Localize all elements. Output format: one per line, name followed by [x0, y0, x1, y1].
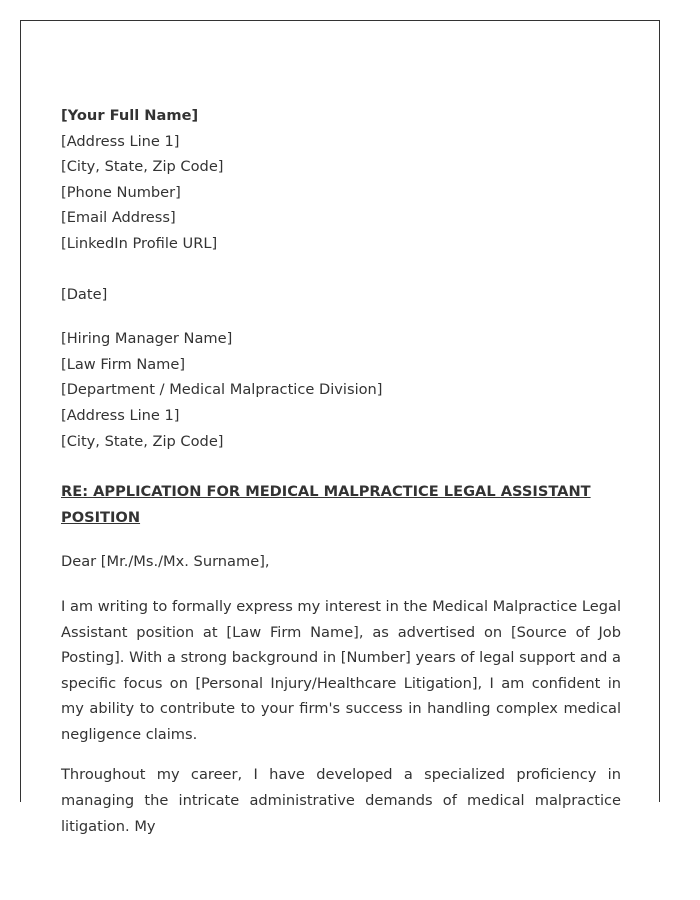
sender-linkedin: [LinkedIn Profile URL] [61, 234, 218, 252]
salutation: Dear [Mr./Ms./Mx. Surname], [61, 553, 270, 571]
recipient-city: [City, State, Zip Code] [61, 432, 224, 450]
recipient-address: [Address Line 1] [61, 406, 180, 424]
letter-date: [Date] [61, 285, 108, 303]
subject-line: RE: APPLICATION FOR MEDICAL MALPRACTICE LEGAL ASSISTANT POSITION [61, 483, 591, 526]
letter-page [20, 20, 660, 835]
date-block [61, 282, 621, 308]
body-paragraph-1: I am writing to formally express my interest in the Medical Malpractice Legal Assistant position at [Law Firm Name], as advertised on [Source of Job Posting]. With a strong background in [Number] years of legal support and a specific focus on [Personal Injury/Healthcare Litigation], I am confident in my ability to contribute to your firm's success in handling complex medical negligence claims. [61, 597, 621, 743]
letter-content [61, 103, 621, 854]
sender-email: [Email Address] [61, 209, 176, 227]
sender-block [61, 103, 621, 257]
recipient-department: [Department / Medical Malpractice Division] [61, 381, 383, 399]
recipient-manager: [Hiring Manager Name] [61, 330, 233, 348]
sender-city: [City, State, Zip Code] [61, 158, 224, 176]
recipient-block [61, 326, 621, 454]
body-paragraph-2: Throughout my career, I have developed a specialized proficiency in managing the intricate administrative demands of medical malpractice litigation. My [61, 766, 621, 835]
sender-phone: [Phone Number] [61, 183, 181, 201]
recipient-firm: [Law Firm Name] [61, 355, 186, 373]
sender-address: [Address Line 1] [61, 132, 180, 150]
sender-name: [Your Full Name] [61, 107, 199, 124]
